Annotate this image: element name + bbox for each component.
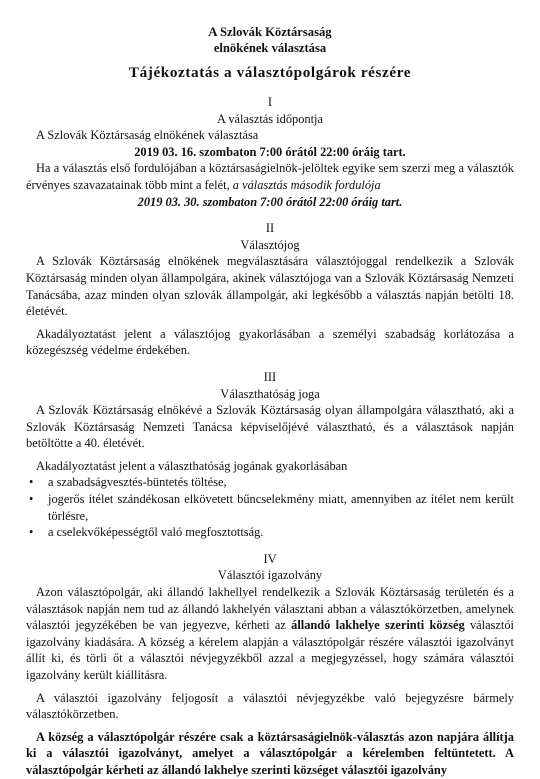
section-1-date-1: 2019 03. 16. szombaton 7:00 órától 22:00 óráig tart. <box>134 144 406 159</box>
section-1-number: I <box>267 95 273 109</box>
document-title: Tájékoztatás a választópolgárok részére <box>128 64 412 81</box>
section-4-title: Választói igazolvány <box>217 568 323 583</box>
section-1-paragraph-2-italic: a választás második fordulója <box>232 177 381 192</box>
section-1-title: A választás időpontja <box>217 111 323 126</box>
document-page <box>26 24 514 779</box>
section-3-title: Választhatóság joga <box>220 386 320 401</box>
list-item <box>26 474 514 491</box>
header-line-1: A Szlovák Köztársaság <box>208 25 332 39</box>
list-item-text: jogerős ítélet szándékosan elkövetett bűncselekmény miatt, amennyiben az ítélet nem került törlésre, <box>48 492 514 523</box>
section-2-paragraph-1: A Szlovák Köztársaság elnökének megválasztására választójoggal rendelkezik a Szlovák Köztársaság minden olyan állampolgára, akinek választójoga van a Szlovák Köztársaság Nemzeti Tanácsába, azaz minden olyan szlovák állampolgár, aki legkésőbb a választás napján betölti 18. életévét. <box>26 254 514 319</box>
header-line-2: elnökének választása <box>213 41 327 55</box>
bullet-icon: • <box>29 475 34 490</box>
list-item <box>26 524 514 541</box>
section-4-paragraph-3: A község a választópolgár részére csak a köztársaságielnök-választás azon napjára állítja ki a választói igazolványt, amelyet a választópolgár a kérelemben feltüntetett. A választópolgár kérheti az állandó lakhelye szerinti községet választói igazolvány <box>26 729 514 777</box>
section-4-paragraph-1-text-a: Azon választópolgár, aki állandó lakhellyel rendelkezik a Szlovák Köztársaság területén és a választások napján nem tud az állandó lakhelyén választani abban a választókörzetben, amelynek választói jegyzékében be van jegyezve, kérheti az <box>26 585 514 633</box>
section-2-title: Választójog <box>240 237 300 252</box>
section-1-paragraph-2-text: Ha a választás első fordulójában a köztársaságielnök-jelöltek egyike sem szerzi meg a választók érvényes szavazatainak több mint a felét, <box>26 161 514 192</box>
bullet-icon: • <box>29 525 34 540</box>
list-item <box>26 491 514 524</box>
section-1-date-2: 2019 03. 30. szombaton 7:00 órától 22:00 óráig tart. <box>137 194 403 209</box>
section-3-paragraph-1: A Szlovák Köztársaság elnökévé a Szlovák Köztársaság olyan állampolgára választható, aki a Szlovák Köztársaság Nemzeti Tanácsa képviselőjévé választható, és a választások napján betöltötte a 40. életévét. <box>26 403 514 451</box>
section-1-paragraph-1: A Szlovák Köztársaság elnökének választása <box>36 128 259 143</box>
section-2-number: II <box>265 221 275 236</box>
section-4-paragraph-1 <box>26 584 514 684</box>
bullet-icon: • <box>29 492 34 507</box>
section-3-paragraph-2: Akadályoztatást jelent a választhatóság jogának gyakorlásában <box>36 458 348 473</box>
section-1-paragraph-2 <box>26 160 514 193</box>
section-3-number: III <box>263 369 277 384</box>
section-4-paragraph-1-bold: állandó lakhelye szerinti község <box>291 618 465 633</box>
section-4-number: IV <box>263 551 277 566</box>
list-item-text: a szabadságvesztés-büntetés töltése, <box>48 475 227 490</box>
section-4-paragraph-1-text-c: választói igazolvány kiadására. A község a kérelem alapján a választópolgár részére választói igazolványt állít ki, és törli őt a választói névjegyzékből azzal a megjegyzéssel, hogy számára választói igazolvány került kiállításra. <box>26 618 514 682</box>
section-4-paragraph-2: A választói igazolvány feljogosít a választói névjegyzékbe való bejegyzésre bármely választókörzetben. <box>26 690 514 722</box>
list-item-text: a cselekvőképességtől való megfosztottság. <box>48 525 264 540</box>
section-2-paragraph-2: Akadályoztatást jelent a választójog gyakorlásában a személyi szabadság korlátozása a közegészség védelme érdekében. <box>26 326 514 358</box>
section-3-bullet-list <box>26 474 514 540</box>
